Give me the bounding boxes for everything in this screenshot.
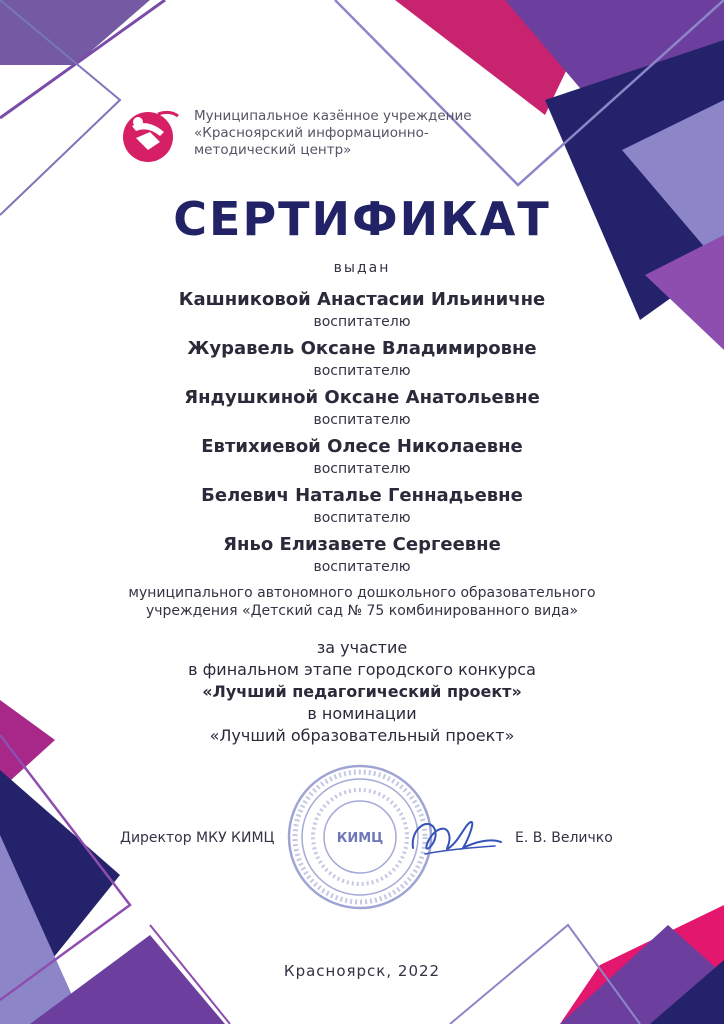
certificate-title: СЕРТИФИКАТ	[173, 192, 551, 246]
organization-name	[194, 108, 524, 159]
city-year: Красноярск, 2022	[283, 962, 441, 980]
contest-name: «Лучший педагогический проект»	[202, 682, 522, 701]
participation-line-2: в финальном этапе городского конкурса	[188, 660, 536, 679]
nomination-name: «Лучший образовательный проект»	[209, 726, 515, 745]
recipient-role: воспитателю	[313, 412, 411, 428]
recipient-name: Евтихиевой Олесе Николаевне	[201, 436, 523, 457]
recipient	[0, 483, 724, 532]
recipient-role: воспитателю	[313, 559, 411, 575]
institution-line-1: муниципального автономного дошкольного образовательного	[128, 585, 596, 601]
org-line-1: Муниципальное казённое учреждение	[194, 108, 472, 124]
recipient-name: Яньо Елизавете Сергеевне	[223, 534, 501, 555]
recipient-name: Журавель Оксане Владимировне	[187, 338, 537, 359]
org-line-3: методический центр»	[194, 142, 352, 158]
kimc-logo-icon	[118, 106, 186, 164]
recipient-role: воспитателю	[313, 314, 411, 330]
director-position: Директор МКУ КИМЦ	[120, 830, 275, 846]
recipient	[0, 434, 724, 483]
recipient	[0, 287, 724, 336]
recipient	[0, 385, 724, 434]
recipient-role: воспитателю	[313, 461, 411, 477]
recipient	[0, 336, 724, 385]
recipient-name: Кашниковой Анастасии Ильиничне	[178, 289, 546, 310]
recipient-role: воспитателю	[313, 363, 411, 379]
participation-line-3: в номинации	[307, 704, 417, 723]
recipient-role: воспитателю	[313, 510, 411, 526]
institution-name	[0, 584, 724, 620]
signer-name: Е. В. Величко	[515, 830, 613, 846]
issued-label: выдан	[333, 260, 391, 276]
org-line-2: «Красноярский информационно-	[194, 125, 429, 141]
stamp-center-text: КИМЦ	[336, 831, 384, 846]
recipient	[0, 532, 724, 581]
participation-line-1: за участие	[316, 638, 408, 657]
handwritten-signature-icon	[405, 808, 505, 868]
recipient-name: Белевич Наталье Геннадьевне	[201, 485, 523, 506]
recipient-name: Яндушкиной Оксане Анатольевне	[184, 387, 540, 408]
institution-line-2: учреждения «Детский сад № 75 комбинированного вида»	[145, 603, 579, 619]
participation-block	[0, 637, 724, 747]
recipient-list	[0, 287, 724, 581]
